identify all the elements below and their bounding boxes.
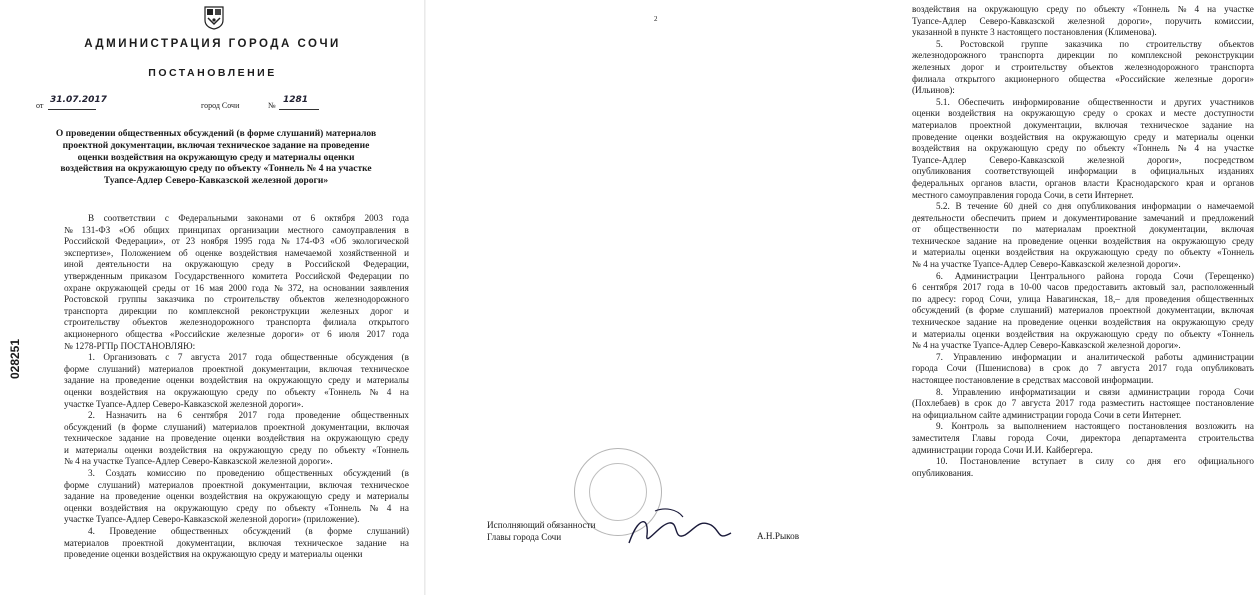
text-line: настоящее постановление в средствах массовой информации. — [912, 375, 1154, 385]
text-line: иной деятельности на окружающую среду в Российской Федерации, — [64, 259, 409, 270]
text-line: местного самоуправления города Сочи, в сети Интернет. — [912, 189, 1134, 200]
decree-number: 1281 — [283, 95, 309, 105]
text-line: техническое задание на проведение оценки воздействия на окружающую среду — [912, 235, 1254, 246]
decree-page-1 — [0, 0, 425, 595]
text-line: 10. Постановление вступает в силу со дня его официального — [936, 456, 1254, 467]
text-line: охране окружающей среды от 16 мая 2000 года № 372, на основании заявления — [64, 282, 409, 293]
text-line: материалов проектной документации, включая техническое задание на — [912, 119, 1254, 130]
text-line: 7. Управлению информации и аналитической работы администрации — [936, 351, 1254, 362]
text-line: утвержденным приказом Государственного комитета Российской Федерации по — [64, 270, 409, 281]
text-line: заместителя Главы города Сочи, директора департамента строительства — [912, 432, 1254, 443]
text-line: проведение оценки воздействия на окружающую среду и материалы оценки — [912, 131, 1254, 142]
text-line: экспертизе», Положением об оценке воздействия намечаемой хозяйственной и — [64, 247, 409, 258]
date-prefix: от — [36, 101, 44, 110]
margin-registration-number — [5, 325, 25, 395]
text-line: оценки воздействия на окружающую среду по объекту «Тоннель № 4 на — [64, 386, 409, 397]
text-line: Туапсе-Адлер Северо-Кавказской железной дороги», поручить комиссии, — [912, 15, 1254, 26]
document-type-title: ПОСТАНОВЛЕНИЕ — [148, 67, 277, 79]
text-line: 6 сентября 2017 года в 10-00 часов предоставить актовый зал, расположенный — [912, 282, 1254, 293]
text-line: 9. Контроль за выполнением настоящего постановления возложить на — [936, 421, 1254, 432]
text-line: транспорта дирекции по комплексной реконструкции железных дорог и — [64, 305, 409, 316]
text-line: техническое задание на проведение оценки воздействия на окружающую среду — [64, 433, 409, 444]
text-line: В соответствии с Федеральными законами от 6 октября 2003 года — [88, 213, 409, 223]
date-number-row — [36, 95, 416, 113]
text-line: по адресу: город Сочи, улица Навагинская, 18,– для проведения общественных — [912, 293, 1254, 304]
text-line: опубликования соответствующей информации в официальных изданиях — [912, 166, 1254, 177]
body-text-page-2 — [912, 4, 1254, 479]
text-line: железных дорог и строительству объектов железнодорожного транспорта — [912, 61, 1254, 72]
text-line: 5.1. Обеспечить информирование общественности и других участников — [936, 96, 1254, 107]
text-line: № 131-ФЗ «Об общих принципах организации местного самоуправления в — [64, 224, 409, 235]
text-line: Российской Федерации», от 23 ноября 1995 года № 174-ФЗ «Об экологической — [64, 236, 409, 247]
signatory-title-line: Исполняющий обязанности — [487, 520, 596, 530]
heading-line: Туапсе-Адлер Северо-Кавказской железной дороги» — [103, 176, 329, 187]
text-line: 5. Ростовской группе заказчика по строительству объектов — [936, 38, 1254, 49]
text-line: администрации города Сочи И.И. Кайбергера. — [912, 444, 1093, 455]
body-text-page-1 — [64, 213, 409, 561]
text-line: материалов проектной документации, включая техническое задание на — [64, 537, 409, 548]
text-line: указанной в пункте 3 настоящего постановления (Клименова). — [912, 27, 1157, 38]
heading-line: О проведении общественных обсуждений (в форме слушаний) материалов — [55, 129, 377, 139]
handwritten-signature — [625, 505, 735, 555]
text-line: 4. Проведение общественных обсуждений (в форме слушаний) — [88, 526, 409, 537]
text-line: и материалы оценки воздействия на окружающую среду по объекту «Тоннель — [912, 247, 1254, 258]
text-line: воздействия на окружающую среду по объекту «Тоннель № 4 на участке — [912, 4, 1254, 14]
text-line: 3. Создать комиссию по проведению общественных обсуждений (в — [88, 468, 409, 479]
text-line: оценки воздействия на окружающую среду о сроках и месте доступности — [912, 108, 1254, 119]
decree-date: 31.07.2017 — [50, 95, 107, 105]
text-line: форме слушаний) материалов проектной документации, включая техническое — [64, 479, 409, 490]
text-line: 6. Администрации Центрального района города Сочи (Терещенко) — [936, 270, 1254, 281]
text-line: № 4 на участке Туапсе-Адлер Северо-Кавказской железной дороги». — [912, 340, 1181, 351]
text-line: проведение оценки воздействия на окружающую среду и материалы оценки — [64, 549, 363, 560]
signatory-title-line: Главы города Сочи — [487, 532, 562, 542]
text-line: 1. Организовать с 7 августа 2017 года общественные обсуждения (в — [88, 352, 409, 363]
text-line: Ростовской группы заказчика по строительству объектов железнодорожного — [64, 294, 409, 305]
text-line: и материалы оценки воздействия на окружающую среду по объекту «Тоннель — [64, 444, 409, 455]
text-line: железнодорожного транспорта дирекции по комплексной реконструкции — [912, 50, 1254, 61]
text-line: Туапсе-Адлер Северо-Кавказской железной дороги», посредством — [912, 154, 1254, 165]
heading-line: проектной документации, включая техническое задание на проведение — [62, 140, 370, 151]
city-coat-of-arms-icon — [204, 6, 224, 30]
text-line: оценки воздействия на окружающую среду по объекту «Тоннель № 4 на — [64, 502, 409, 513]
text-line: акционерного общества «Российские железные дороги» от 6 июля 2017 года — [64, 328, 409, 339]
text-line: 5.2. В течение 60 дней со дня опубликования информации о намечаемой — [936, 201, 1254, 212]
text-line: (Похлебаев) в срок до 7 августа 2017 года разместить настоящее постановление — [912, 398, 1254, 409]
text-line: обсуждений (в форме слушаний) материалов проектной документации, включая — [912, 305, 1254, 316]
signatory-title — [487, 519, 596, 543]
text-line: строительству объектов железнодорожного транспорта филиала открытого — [64, 317, 409, 328]
text-line: форме слушаний) материалов проектной документации, включая техническое — [64, 363, 409, 374]
issuing-authority-title: АДМИНИСТРАЦИЯ ГОРОДА СОЧИ — [84, 38, 341, 50]
heading-line: оценки воздействия на окружающую среду и материалы оценки — [77, 152, 355, 163]
margin-stamp-text: 028251 — [8, 338, 22, 380]
decree-heading — [46, 129, 386, 188]
heading-line: воздействия на окружающую среду по объекту «Тоннель № 4 на участке — [60, 164, 372, 175]
text-line: от общественности по материалам проектной документации, включая — [912, 224, 1254, 235]
text-line: (Ильинов): — [912, 85, 955, 96]
text-line: и материалы оценки воздействия на окружающую среду по объекту «Тоннель — [912, 328, 1254, 339]
text-line: деятельности обеспечить прием и документирование замечаний и предложений — [912, 212, 1254, 223]
text-line: воздействия на окружающую среду по объекту «Тоннель № 4 на участке — [912, 143, 1254, 154]
text-line: федеральных органов власти, органов власти Краснодарского края и органов — [912, 177, 1254, 188]
page-number: 2 — [654, 15, 658, 23]
text-line: техническое задание на проведение оценки воздействия на окружающую среду — [912, 317, 1254, 328]
text-line: на официальном сайте администрации города Сочи в сети Интернет. — [912, 409, 1182, 420]
text-line: 2. Назначить на 6 сентября 2017 года проведение общественных — [88, 410, 409, 421]
text-line: № 1278-РГПр ПОСТАНОВЛЯЮ: — [64, 340, 196, 351]
text-line: участке Туапсе-Адлер Северо-Кавказской железной дороги» (приложение). — [64, 514, 360, 525]
signatory-name: А.Н.Рыков — [757, 531, 800, 541]
text-line: 8. Управлению информатизации и связи администрации города Сочи — [936, 386, 1254, 397]
text-line: обсуждений (в форме слушаний) материалов проектной документации, включая — [64, 421, 409, 432]
text-line: задание на проведение оценки воздействия на окружающую среду и материалы — [64, 375, 409, 386]
text-line: филиала открытого акционерного общества «Российские железные дороги» — [912, 73, 1254, 84]
text-line: опубликования. — [912, 467, 974, 478]
text-line: участке Туапсе-Адлер Северо-Кавказской железной дороги». — [64, 398, 304, 409]
text-line: города Сочи (Пшенисnова) в срок до 7 августа 2017 года опубликовать — [912, 363, 1254, 374]
text-line: № 4 на участке Туапсе-Адлер Северо-Кавказской железной дороги». — [64, 456, 333, 467]
number-prefix: № — [268, 101, 276, 110]
text-line: № 4 на участке Туапсе-Адлер Северо-Кавказской железной дороги». — [912, 259, 1181, 270]
city-label: город Сочи — [201, 101, 240, 110]
text-line: задание на проведение оценки воздействия на окружающую среду и материалы — [64, 491, 409, 502]
